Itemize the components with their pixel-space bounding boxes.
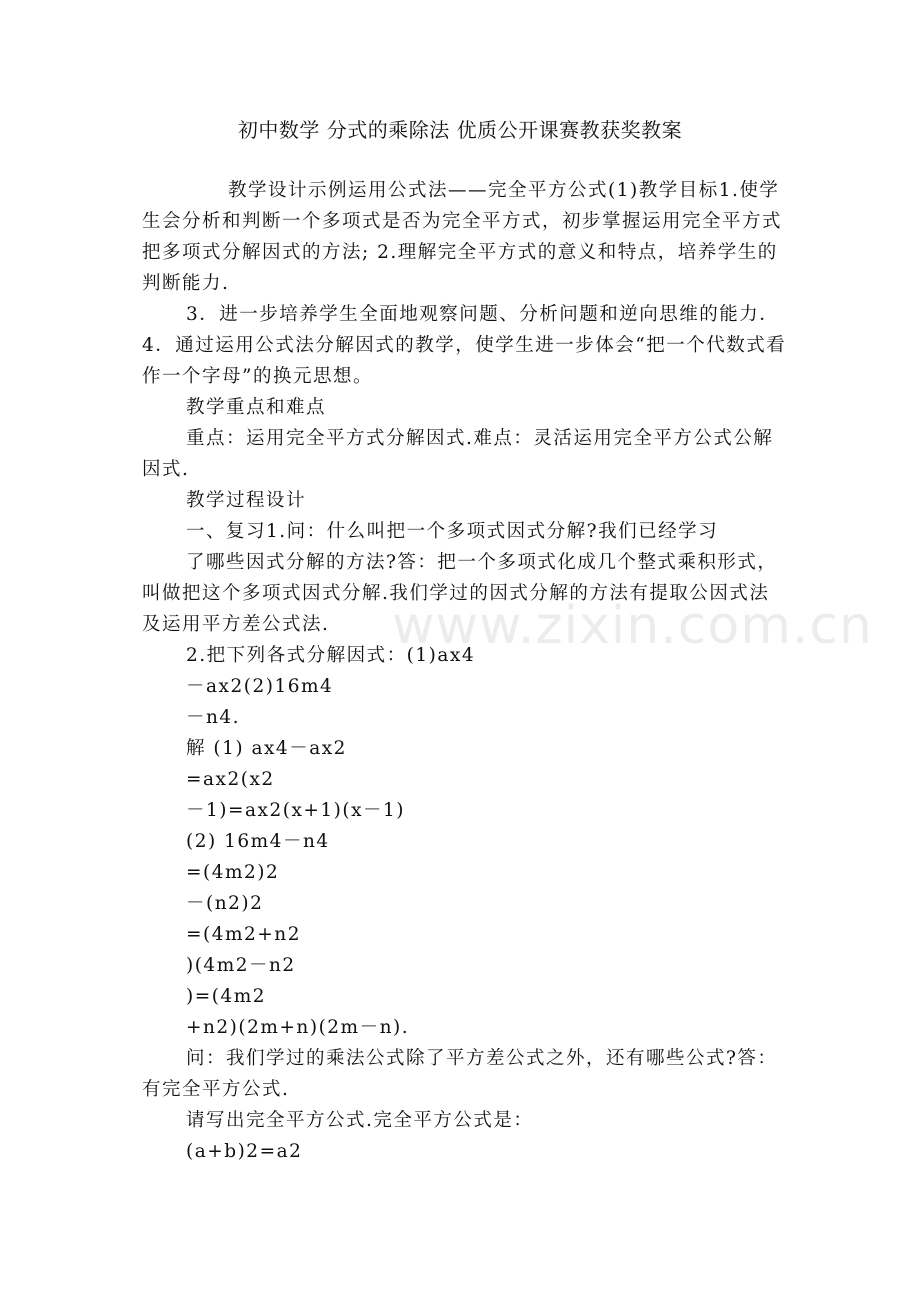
- math-line: +n2)(2m+n)(2m－n).: [186, 1017, 410, 1038]
- math-line: －ax2(2)16m4: [186, 676, 334, 697]
- math-line: =ax2(x2: [186, 769, 275, 790]
- heading-key-points: 教学重点和难点: [186, 397, 327, 418]
- paragraph-objectives-continued: 3．进一步培养学生全面地观察问题、分析问题和逆向思维的能力．4．通过运用公式法分解因式的教学，使学生进一步体会“把一个代数式看作一个字母”的换元思想。: [142, 304, 787, 387]
- paragraph-exercise: 2.把下列各式分解因式：(1)ax4: [186, 645, 476, 666]
- document-body: [142, 175, 788, 1167]
- math-line: )=(4m2: [186, 986, 267, 1007]
- paragraph-key-points: 重点：运用完全平方式分解因式.难点：灵活运用完全平方公式公解因式.: [142, 428, 774, 480]
- math-line: (2) 16m4－n4: [186, 831, 330, 852]
- paragraph-formula-prompt: 请写出完全平方公式.完全平方公式是：: [186, 1110, 534, 1131]
- math-line: －n4.: [186, 707, 241, 728]
- math-line: =(4m2+n2: [186, 924, 301, 945]
- heading-process: 教学过程设计: [186, 490, 307, 511]
- paragraph-review-question: 一、复习1.问：什么叫把一个多项式因式分解?我们已经学习: [186, 521, 719, 542]
- paragraph-review-answer: 了哪些因式分解的方法?答：把一个多项式化成几个整式乘积形式，叫做把这个多项式因式分解.我们学过的因式分解的方法有提取公因式法及运用平方差公式法.: [142, 552, 778, 635]
- math-line: －(n2)2: [186, 893, 264, 914]
- math-line: 解 (1) ax4－ax2: [186, 738, 347, 759]
- paragraph-formula-question: 问：我们学过的乘法公式除了平方差公式之外，还有哪些公式?答：有完全平方公式.: [142, 1048, 778, 1100]
- math-line: －1)=ax2(x+1)(x－1): [186, 800, 406, 821]
- math-line: (a+b)2=a2: [186, 1141, 303, 1162]
- math-line: =(4m2)2: [186, 862, 280, 883]
- paragraph-objectives: 教学设计示例运用公式法——完全平方公式(1)教学目标1.使学生会分析和判断一个多项式是否为完全平方式，初步掌握运用完全平方式把多项式分解因式的方法; 2.理解完全平方式的意义和特点，培养学生的判断能力.: [142, 180, 783, 294]
- math-line: )(4m2－n2: [186, 955, 296, 976]
- document-title: 初中数学 分式的乘除法 优质公开课赛教获奖教案: [237, 118, 683, 142]
- watermark: www.zixin.com.cn: [392, 596, 873, 656]
